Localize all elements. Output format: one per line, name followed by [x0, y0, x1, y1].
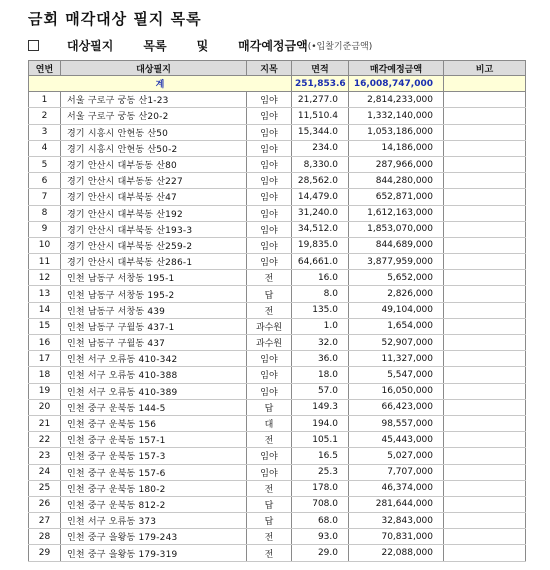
row-parcel: 인천 남동구 서창동 195-2	[61, 286, 247, 302]
row-remarks	[444, 529, 526, 545]
row-number: 11	[29, 254, 61, 270]
table-row	[29, 254, 526, 270]
table-row	[29, 270, 526, 286]
row-area: 135.0	[292, 302, 349, 318]
header-parcel: 대상필지	[61, 61, 247, 76]
row-category: 대	[247, 415, 292, 431]
row-amount: 287,966,000	[349, 156, 444, 172]
row-area: 31,240.0	[292, 205, 349, 221]
row-remarks	[444, 140, 526, 156]
row-amount: 22,088,000	[349, 545, 444, 561]
table-row	[29, 383, 526, 399]
row-remarks	[444, 415, 526, 431]
table-row	[29, 415, 526, 431]
row-number: 20	[29, 399, 61, 415]
table-row	[29, 189, 526, 205]
row-parcel: 서울 구로구 궁동 산1-23	[61, 92, 247, 108]
row-amount: 844,689,000	[349, 237, 444, 253]
row-area: 29.0	[292, 545, 349, 561]
row-category: 과수원	[247, 335, 292, 351]
row-number: 2	[29, 108, 61, 124]
row-parcel: 인천 중구 운북동 157-3	[61, 448, 247, 464]
row-remarks	[444, 221, 526, 237]
row-remarks	[444, 432, 526, 448]
table-row	[29, 140, 526, 156]
row-parcel: 경기 시흥시 안현동 산50	[61, 124, 247, 140]
total-area: 251,853.6	[292, 76, 349, 92]
row-amount: 1,053,186,000	[349, 124, 444, 140]
row-parcel: 경기 시흥시 안현동 산50-2	[61, 140, 247, 156]
row-amount: 7,707,000	[349, 464, 444, 480]
row-category: 답	[247, 286, 292, 302]
row-category: 과수원	[247, 318, 292, 334]
row-number: 15	[29, 318, 61, 334]
row-category: 답	[247, 496, 292, 512]
row-area: 21,277.0	[292, 92, 349, 108]
row-number: 14	[29, 302, 61, 318]
row-amount: 52,907,000	[349, 335, 444, 351]
row-number: 4	[29, 140, 61, 156]
total-amount: 16,008,747,000	[349, 76, 444, 92]
row-number: 25	[29, 480, 61, 496]
row-category: 임야	[247, 108, 292, 124]
row-category: 임야	[247, 448, 292, 464]
row-remarks	[444, 383, 526, 399]
row-area: 64,661.0	[292, 254, 349, 270]
row-remarks	[444, 480, 526, 496]
row-area: 93.0	[292, 529, 349, 545]
row-category: 임야	[247, 156, 292, 172]
row-area: 18.0	[292, 367, 349, 383]
row-category: 임야	[247, 92, 292, 108]
row-category: 전	[247, 432, 292, 448]
table-row	[29, 432, 526, 448]
table-row	[29, 108, 526, 124]
table-row	[29, 335, 526, 351]
row-parcel: 인천 서구 오류동 410-342	[61, 351, 247, 367]
row-parcel: 경기 안산시 대부북동 산192	[61, 205, 247, 221]
row-category: 답	[247, 513, 292, 529]
row-amount: 281,644,000	[349, 496, 444, 512]
table-row	[29, 318, 526, 334]
row-number: 18	[29, 367, 61, 383]
row-parcel: 경기 안산시 대부북동 산259-2	[61, 237, 247, 253]
row-category: 전	[247, 529, 292, 545]
row-amount: 3,877,959,000	[349, 254, 444, 270]
table-row	[29, 480, 526, 496]
row-remarks	[444, 496, 526, 512]
row-remarks	[444, 237, 526, 253]
row-number: 10	[29, 237, 61, 253]
row-parcel: 인천 중구 을왕동 179-243	[61, 529, 247, 545]
section-heading	[28, 36, 372, 54]
row-remarks	[444, 189, 526, 205]
row-number: 26	[29, 496, 61, 512]
row-number: 3	[29, 124, 61, 140]
row-parcel: 인천 남동구 서창동 439	[61, 302, 247, 318]
row-category: 임야	[247, 124, 292, 140]
row-area: 25.3	[292, 464, 349, 480]
row-category: 전	[247, 270, 292, 286]
row-number: 27	[29, 513, 61, 529]
row-parcel: 경기 안산시 대부북동 산193-3	[61, 221, 247, 237]
heading-word-target: 대상필지	[67, 38, 114, 53]
row-area: 105.1	[292, 432, 349, 448]
row-area: 28,562.0	[292, 173, 349, 189]
table-row	[29, 367, 526, 383]
table-row	[29, 205, 526, 221]
row-category: 임야	[247, 254, 292, 270]
heading-word-amount: 매각예정금액	[238, 38, 308, 53]
table-row	[29, 399, 526, 415]
row-remarks	[444, 448, 526, 464]
row-category: 임야	[247, 237, 292, 253]
row-category: 임야	[247, 367, 292, 383]
heading-note: (•입찰기준금액)	[307, 41, 373, 52]
row-remarks	[444, 156, 526, 172]
table-row	[29, 448, 526, 464]
total-label: 계	[29, 76, 292, 92]
row-amount: 14,186,000	[349, 140, 444, 156]
row-amount: 98,557,000	[349, 415, 444, 431]
row-amount: 2,814,233,000	[349, 92, 444, 108]
row-number: 24	[29, 464, 61, 480]
row-area: 11,510.4	[292, 108, 349, 124]
row-category: 임야	[247, 383, 292, 399]
row-amount: 5,027,000	[349, 448, 444, 464]
row-area: 149.3	[292, 399, 349, 415]
row-remarks	[444, 108, 526, 124]
checkbox-bullet-icon	[28, 40, 39, 51]
row-number: 29	[29, 545, 61, 561]
row-number: 16	[29, 335, 61, 351]
total-row	[29, 76, 526, 92]
row-category: 임야	[247, 189, 292, 205]
row-remarks	[444, 399, 526, 415]
row-remarks	[444, 367, 526, 383]
row-remarks	[444, 335, 526, 351]
row-parcel: 인천 중구 운북동 157-6	[61, 464, 247, 480]
row-parcel: 서울 구로구 궁동 산20-2	[61, 108, 247, 124]
total-remarks	[444, 76, 526, 92]
row-area: 19,835.0	[292, 237, 349, 253]
table-row	[29, 92, 526, 108]
row-number: 19	[29, 383, 61, 399]
row-number: 6	[29, 173, 61, 189]
header-area: 면적	[292, 61, 349, 76]
row-number: 8	[29, 205, 61, 221]
row-remarks	[444, 205, 526, 221]
row-remarks	[444, 545, 526, 561]
row-amount: 32,843,000	[349, 513, 444, 529]
table-row	[29, 124, 526, 140]
row-parcel: 경기 안산시 대부동동 산227	[61, 173, 247, 189]
row-parcel: 인천 남동구 구월동 437	[61, 335, 247, 351]
table-row	[29, 302, 526, 318]
row-category: 임야	[247, 140, 292, 156]
row-area: 8.0	[292, 286, 349, 302]
row-parcel: 인천 중구 을왕동 179-319	[61, 545, 247, 561]
row-area: 1.0	[292, 318, 349, 334]
row-amount: 11,327,000	[349, 351, 444, 367]
row-area: 16.0	[292, 270, 349, 286]
table-row	[29, 173, 526, 189]
row-remarks	[444, 351, 526, 367]
row-number: 21	[29, 415, 61, 431]
row-category: 임야	[247, 205, 292, 221]
row-parcel: 인천 중구 운북동 180-2	[61, 480, 247, 496]
row-number: 5	[29, 156, 61, 172]
row-area: 34,512.0	[292, 221, 349, 237]
row-area: 57.0	[292, 383, 349, 399]
row-amount: 5,547,000	[349, 367, 444, 383]
row-amount: 49,104,000	[349, 302, 444, 318]
header-category: 지목	[247, 61, 292, 76]
row-amount: 844,280,000	[349, 173, 444, 189]
row-area: 32.0	[292, 335, 349, 351]
row-amount: 70,831,000	[349, 529, 444, 545]
row-category: 임야	[247, 351, 292, 367]
row-area: 36.0	[292, 351, 349, 367]
row-amount: 652,871,000	[349, 189, 444, 205]
row-amount: 1,612,163,000	[349, 205, 444, 221]
row-parcel: 인천 남동구 서창동 195-1	[61, 270, 247, 286]
row-area: 14,479.0	[292, 189, 349, 205]
row-number: 7	[29, 189, 61, 205]
row-area: 8,330.0	[292, 156, 349, 172]
row-number: 22	[29, 432, 61, 448]
table-row	[29, 286, 526, 302]
table-row	[29, 221, 526, 237]
row-area: 178.0	[292, 480, 349, 496]
row-category: 전	[247, 302, 292, 318]
row-area: 68.0	[292, 513, 349, 529]
table-row	[29, 545, 526, 561]
table-row	[29, 513, 526, 529]
row-parcel: 인천 서구 오류동 410-389	[61, 383, 247, 399]
table-row	[29, 464, 526, 480]
row-number: 23	[29, 448, 61, 464]
row-parcel: 인천 남동구 구월동 437-1	[61, 318, 247, 334]
header-amount: 매각예정금액	[349, 61, 444, 76]
row-category: 임야	[247, 173, 292, 189]
row-remarks	[444, 464, 526, 480]
row-remarks	[444, 124, 526, 140]
row-remarks	[444, 270, 526, 286]
row-amount: 45,443,000	[349, 432, 444, 448]
row-remarks	[444, 513, 526, 529]
row-area: 16.5	[292, 448, 349, 464]
row-remarks	[444, 92, 526, 108]
table-row	[29, 156, 526, 172]
row-remarks	[444, 254, 526, 270]
row-amount: 2,826,000	[349, 286, 444, 302]
row-remarks	[444, 318, 526, 334]
row-amount: 1,853,070,000	[349, 221, 444, 237]
table-row	[29, 351, 526, 367]
row-amount: 5,652,000	[349, 270, 444, 286]
header-no: 연번	[29, 61, 61, 76]
row-number: 17	[29, 351, 61, 367]
row-parcel: 인천 중구 운북동 156	[61, 415, 247, 431]
row-number: 13	[29, 286, 61, 302]
table-row	[29, 529, 526, 545]
row-category: 전	[247, 545, 292, 561]
row-amount: 1,332,140,000	[349, 108, 444, 124]
row-number: 12	[29, 270, 61, 286]
row-parcel: 인천 중구 운북동 812-2	[61, 496, 247, 512]
row-parcel: 인천 중구 운북동 157-1	[61, 432, 247, 448]
table-row	[29, 496, 526, 512]
table-header-row	[29, 61, 526, 76]
heading-word-and: 및	[196, 38, 209, 53]
row-area: 15,344.0	[292, 124, 349, 140]
row-amount: 16,050,000	[349, 383, 444, 399]
row-area: 234.0	[292, 140, 349, 156]
row-number: 1	[29, 92, 61, 108]
row-parcel: 경기 안산시 대부동동 산80	[61, 156, 247, 172]
header-remarks: 비고	[444, 61, 526, 76]
row-parcel: 인천 서구 오류동 410-388	[61, 367, 247, 383]
row-remarks	[444, 286, 526, 302]
row-amount: 46,374,000	[349, 480, 444, 496]
row-category: 임야	[247, 221, 292, 237]
row-area: 708.0	[292, 496, 349, 512]
row-remarks	[444, 173, 526, 189]
row-area: 194.0	[292, 415, 349, 431]
row-amount: 66,423,000	[349, 399, 444, 415]
row-category: 임야	[247, 464, 292, 480]
parcel-table	[28, 60, 526, 562]
row-number: 28	[29, 529, 61, 545]
heading-word-list: 목록	[143, 38, 167, 53]
row-parcel: 경기 안산시 대부북동 산47	[61, 189, 247, 205]
row-amount: 1,654,000	[349, 318, 444, 334]
row-number: 9	[29, 221, 61, 237]
row-parcel: 인천 서구 오류동 373	[61, 513, 247, 529]
row-category: 전	[247, 480, 292, 496]
row-remarks	[444, 302, 526, 318]
row-parcel: 경기 안산시 대부북동 산286-1	[61, 254, 247, 270]
page-title: 금회 매각대상 필지 목록	[28, 10, 202, 28]
row-category: 답	[247, 399, 292, 415]
table-row	[29, 237, 526, 253]
row-parcel: 인천 중구 운북동 144-5	[61, 399, 247, 415]
